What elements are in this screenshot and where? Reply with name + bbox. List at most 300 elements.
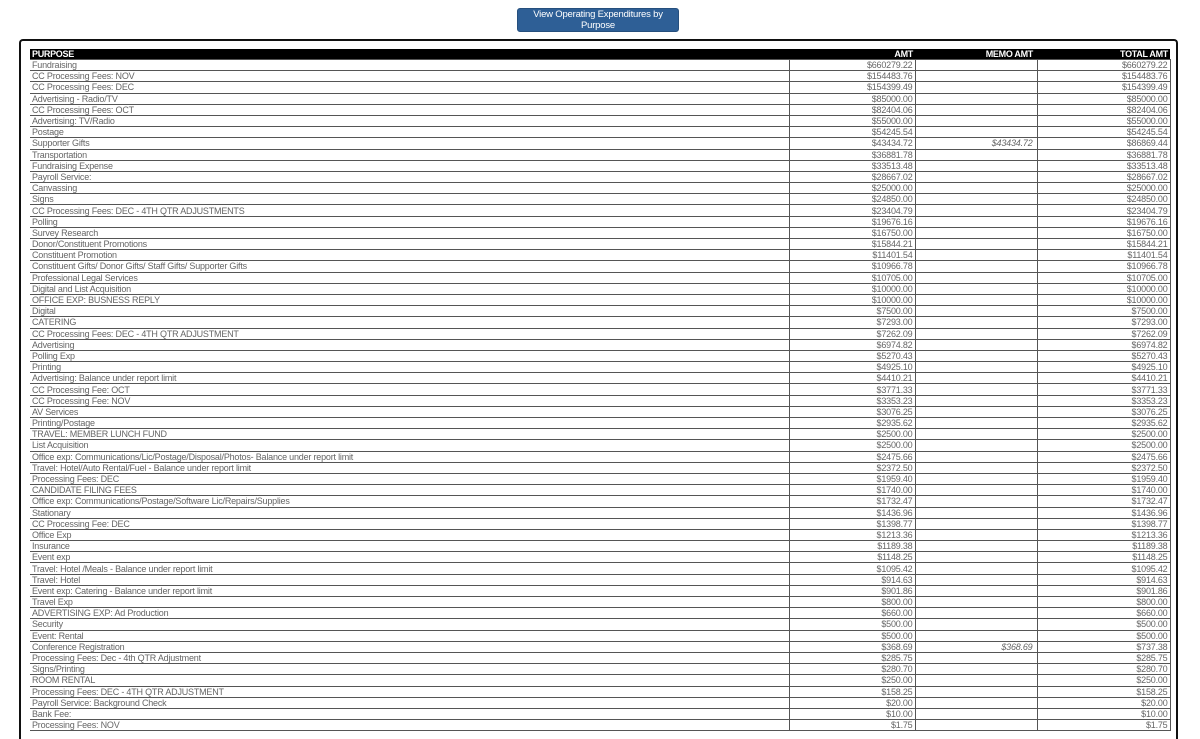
total-amt-cell: $36881.78 (1037, 149, 1170, 160)
purpose-cell: List Acquisition (30, 440, 789, 451)
table-row (30, 619, 1170, 630)
amt-cell: $250.00 (789, 675, 915, 686)
memo-amt-cell (915, 306, 1037, 317)
memo-amt-cell (915, 60, 1037, 71)
table-row (30, 608, 1170, 619)
total-amt-cell: $1.75 (1037, 720, 1170, 731)
memo-amt-cell (915, 82, 1037, 93)
purpose-cell: CC Processing Fee: NOV (30, 395, 789, 406)
amt-cell: $4925.10 (789, 362, 915, 373)
amt-cell: $10705.00 (789, 272, 915, 283)
memo-amt-cell (915, 115, 1037, 126)
table-row (30, 720, 1170, 731)
total-amt-cell: $3771.33 (1037, 384, 1170, 395)
amt-cell: $54245.54 (789, 127, 915, 138)
table-row (30, 485, 1170, 496)
table-row (30, 205, 1170, 216)
table-row (30, 115, 1170, 126)
total-amt-cell: $7293.00 (1037, 317, 1170, 328)
memo-amt-cell (915, 149, 1037, 160)
purpose-cell: Polling (30, 216, 789, 227)
table-row (30, 462, 1170, 473)
memo-amt-cell (915, 283, 1037, 294)
purpose-cell: Canvassing (30, 183, 789, 194)
total-amt-cell: $2475.66 (1037, 451, 1170, 462)
purpose-cell: Payroll Service: Background Check (30, 697, 789, 708)
purpose-cell: CC Processing Fees: DEC - 4TH QTR ADJUSTMENT (30, 328, 789, 339)
table-row (30, 183, 1170, 194)
amt-cell: $660.00 (789, 608, 915, 619)
total-amt-cell: $660.00 (1037, 608, 1170, 619)
memo-amt-cell (915, 597, 1037, 608)
purpose-cell: CATERING (30, 317, 789, 328)
table-row (30, 652, 1170, 663)
memo-amt-cell (915, 664, 1037, 675)
total-amt-cell: $5270.43 (1037, 350, 1170, 361)
amt-cell: $1959.40 (789, 473, 915, 484)
total-amt-cell: $500.00 (1037, 619, 1170, 630)
amt-cell: $20.00 (789, 697, 915, 708)
purpose-cell: Signs (30, 194, 789, 205)
amt-cell: $280.70 (789, 664, 915, 675)
memo-amt-cell (915, 194, 1037, 205)
memo-amt-cell (915, 216, 1037, 227)
total-amt-cell: $10966.78 (1037, 261, 1170, 272)
purpose-cell: Office exp: Communications/Lic/Postage/Disposal/Photos- Balance under report limit (30, 451, 789, 462)
table-row (30, 496, 1170, 507)
amt-cell: $2935.62 (789, 418, 915, 429)
memo-amt-cell (915, 429, 1037, 440)
total-amt-cell: $154483.76 (1037, 71, 1170, 82)
purpose-cell: CANDIDATE FILING FEES (30, 485, 789, 496)
memo-amt-cell: $368.69 (915, 641, 1037, 652)
table-row (30, 339, 1170, 350)
amt-cell: $11401.54 (789, 250, 915, 261)
memo-amt-cell (915, 127, 1037, 138)
amt-cell: $15844.21 (789, 239, 915, 250)
purpose-cell: Donor/Constituent Promotions (30, 239, 789, 250)
purpose-cell: CC Processing Fees: OCT (30, 104, 789, 115)
memo-amt-cell (915, 552, 1037, 563)
memo-amt-cell (915, 104, 1037, 115)
table-row (30, 630, 1170, 641)
table-row (30, 574, 1170, 585)
total-amt-cell: $3353.23 (1037, 395, 1170, 406)
purpose-cell: Fundraising Expense (30, 160, 789, 171)
memo-amt-cell (915, 630, 1037, 641)
total-amt-cell: $7262.09 (1037, 328, 1170, 339)
amt-cell: $285.75 (789, 652, 915, 663)
memo-amt-cell (915, 350, 1037, 361)
amt-cell: $7262.09 (789, 328, 915, 339)
table-row (30, 373, 1170, 384)
purpose-cell: Security (30, 619, 789, 630)
amt-cell: $1436.96 (789, 507, 915, 518)
memo-amt-cell (915, 339, 1037, 350)
memo-amt-cell (915, 272, 1037, 283)
memo-amt-cell (915, 496, 1037, 507)
memo-amt-cell (915, 362, 1037, 373)
total-amt-cell: $2372.50 (1037, 462, 1170, 473)
total-amt-cell: $11401.54 (1037, 250, 1170, 261)
memo-amt-cell (915, 250, 1037, 261)
table-row (30, 93, 1170, 104)
memo-amt-cell (915, 652, 1037, 663)
table-row (30, 708, 1170, 719)
view-operating-expenditures-button[interactable]: View Operating Expenditures by Purpose (517, 8, 679, 32)
total-amt-cell: $6974.82 (1037, 339, 1170, 350)
purpose-cell: Printing (30, 362, 789, 373)
purpose-cell: Office Exp (30, 529, 789, 540)
total-amt-cell: $1095.42 (1037, 563, 1170, 574)
amt-cell: $500.00 (789, 619, 915, 630)
purpose-cell: Advertising: TV/Radio (30, 115, 789, 126)
memo-amt-cell (915, 720, 1037, 731)
purpose-cell: Payroll Service: (30, 171, 789, 182)
total-amt-cell: $20.00 (1037, 697, 1170, 708)
amt-cell: $25000.00 (789, 183, 915, 194)
purpose-cell: Constituent Promotion (30, 250, 789, 261)
total-amt-cell: $10000.00 (1037, 294, 1170, 305)
purpose-cell: Processing Fees: DEC - 4TH QTR ADJUSTMENT (30, 686, 789, 697)
memo-amt-cell (915, 563, 1037, 574)
amt-cell: $901.86 (789, 585, 915, 596)
amt-cell: $2372.50 (789, 462, 915, 473)
table-row (30, 171, 1170, 182)
amt-cell: $28667.02 (789, 171, 915, 182)
table-row (30, 675, 1170, 686)
memo-amt-cell (915, 675, 1037, 686)
table-row (30, 697, 1170, 708)
memo-amt-cell (915, 485, 1037, 496)
purpose-cell: Advertising (30, 339, 789, 350)
table-row (30, 138, 1170, 149)
total-amt-cell: $914.63 (1037, 574, 1170, 585)
table-row (30, 194, 1170, 205)
total-amt-cell: $15844.21 (1037, 239, 1170, 250)
memo-amt-cell (915, 697, 1037, 708)
total-amt-cell: $500.00 (1037, 630, 1170, 641)
total-amt-cell: $7500.00 (1037, 306, 1170, 317)
table-row (30, 384, 1170, 395)
total-amt-cell: $54245.54 (1037, 127, 1170, 138)
memo-amt-cell (915, 418, 1037, 429)
memo-amt-cell (915, 518, 1037, 529)
table-row (30, 429, 1170, 440)
purpose-cell: Event exp: Catering - Balance under report limit (30, 585, 789, 596)
purpose-cell: Digital (30, 306, 789, 317)
purpose-cell: Printing/Postage (30, 418, 789, 429)
amt-cell: $7500.00 (789, 306, 915, 317)
column-header-amt: AMT (789, 49, 915, 60)
table-row (30, 518, 1170, 529)
amt-cell: $10000.00 (789, 283, 915, 294)
memo-amt-cell (915, 686, 1037, 697)
table-row (30, 507, 1170, 518)
memo-amt-cell (915, 608, 1037, 619)
total-amt-cell: $10000.00 (1037, 283, 1170, 294)
table-row (30, 283, 1170, 294)
memo-amt-cell (915, 227, 1037, 238)
total-amt-cell: $1189.38 (1037, 541, 1170, 552)
purpose-cell: Transportation (30, 149, 789, 160)
memo-amt-cell (915, 507, 1037, 518)
memo-amt-cell (915, 71, 1037, 82)
table-row (30, 451, 1170, 462)
table-row (30, 216, 1170, 227)
purpose-cell: Signs/Printing (30, 664, 789, 675)
total-amt-cell: $901.86 (1037, 585, 1170, 596)
amt-cell: $85000.00 (789, 93, 915, 104)
memo-amt-cell (915, 619, 1037, 630)
amt-cell: $3771.33 (789, 384, 915, 395)
column-header-total-amt: TOTAL AMT (1037, 49, 1170, 60)
purpose-cell: OFFICE EXP: BUSNESS REPLY (30, 294, 789, 305)
purpose-cell: Office exp: Communications/Postage/Software Lic/Repairs/Supplies (30, 496, 789, 507)
table-row (30, 317, 1170, 328)
total-amt-cell: $1148.25 (1037, 552, 1170, 563)
amt-cell: $154399.49 (789, 82, 915, 93)
memo-amt-cell (915, 160, 1037, 171)
amt-cell: $16750.00 (789, 227, 915, 238)
column-header-purpose: PURPOSE (30, 49, 789, 60)
table-row (30, 552, 1170, 563)
table-row (30, 440, 1170, 451)
purpose-cell: Survey Research (30, 227, 789, 238)
amt-cell: $2500.00 (789, 429, 915, 440)
purpose-cell: Stationary (30, 507, 789, 518)
purpose-cell: ADVERTISING EXP: Ad Production (30, 608, 789, 619)
table-row (30, 473, 1170, 484)
amt-cell: $3076.25 (789, 406, 915, 417)
amt-cell: $33513.48 (789, 160, 915, 171)
purpose-cell: Travel: Hotel/Auto Rental/Fuel - Balance under report limit (30, 462, 789, 473)
memo-amt-cell (915, 205, 1037, 216)
purpose-cell: Polling Exp (30, 350, 789, 361)
amt-cell: $10000.00 (789, 294, 915, 305)
table-row (30, 272, 1170, 283)
table-header-row (30, 49, 1170, 60)
table-row (30, 294, 1170, 305)
total-amt-cell: $85000.00 (1037, 93, 1170, 104)
table-row (30, 149, 1170, 160)
total-amt-cell: $28667.02 (1037, 171, 1170, 182)
purpose-cell: Processing Fees: DEC (30, 473, 789, 484)
total-amt-cell: $154399.49 (1037, 82, 1170, 93)
purpose-cell: Travel: Hotel /Meals - Balance under report limit (30, 563, 789, 574)
purpose-cell: Travel: Hotel (30, 574, 789, 585)
total-amt-cell: $24850.00 (1037, 194, 1170, 205)
amt-cell: $1213.36 (789, 529, 915, 540)
table-row (30, 350, 1170, 361)
purpose-cell: Fundraising (30, 60, 789, 71)
purpose-cell: Postage (30, 127, 789, 138)
memo-amt-cell (915, 171, 1037, 182)
memo-amt-cell (915, 473, 1037, 484)
amt-cell: $2475.66 (789, 451, 915, 462)
amt-cell: $5270.43 (789, 350, 915, 361)
purpose-cell: Travel Exp (30, 597, 789, 608)
memo-amt-cell (915, 384, 1037, 395)
table-row (30, 227, 1170, 238)
memo-amt-cell (915, 239, 1037, 250)
purpose-cell: Processing Fees: NOV (30, 720, 789, 731)
total-amt-cell: $1732.47 (1037, 496, 1170, 507)
total-amt-cell: $737.38 (1037, 641, 1170, 652)
table-row (30, 127, 1170, 138)
table-row (30, 686, 1170, 697)
total-amt-cell: $86869.44 (1037, 138, 1170, 149)
amt-cell: $368.69 (789, 641, 915, 652)
purpose-cell: Advertising - Radio/TV (30, 93, 789, 104)
amt-cell: $800.00 (789, 597, 915, 608)
total-amt-cell: $2500.00 (1037, 440, 1170, 451)
table-row (30, 362, 1170, 373)
purpose-cell: AV Services (30, 406, 789, 417)
amt-cell: $36881.78 (789, 149, 915, 160)
table-row (30, 541, 1170, 552)
amt-cell: $1189.38 (789, 541, 915, 552)
total-amt-cell: $285.75 (1037, 652, 1170, 663)
purpose-cell: Digital and List Acquisition (30, 283, 789, 294)
purpose-cell: Advertising: Balance under report limit (30, 373, 789, 384)
amt-cell: $23404.79 (789, 205, 915, 216)
purpose-cell: CC Processing Fees: DEC (30, 82, 789, 93)
total-amt-cell: $280.70 (1037, 664, 1170, 675)
amt-cell: $1732.47 (789, 496, 915, 507)
total-amt-cell: $1740.00 (1037, 485, 1170, 496)
total-amt-cell: $82404.06 (1037, 104, 1170, 115)
total-amt-cell: $16750.00 (1037, 227, 1170, 238)
amt-cell: $660279.22 (789, 60, 915, 71)
purpose-cell: CC Processing Fee: DEC (30, 518, 789, 529)
memo-amt-cell (915, 541, 1037, 552)
memo-amt-cell (915, 261, 1037, 272)
table-row (30, 418, 1170, 429)
memo-amt-cell (915, 574, 1037, 585)
table-row (30, 641, 1170, 652)
table-row (30, 239, 1170, 250)
total-amt-cell: $23404.79 (1037, 205, 1170, 216)
amt-cell: $158.25 (789, 686, 915, 697)
purpose-cell: Processing Fees: Dec - 4th QTR Adjustment (30, 652, 789, 663)
total-amt-cell: $1436.96 (1037, 507, 1170, 518)
amt-cell: $914.63 (789, 574, 915, 585)
purpose-cell: Conference Registration (30, 641, 789, 652)
memo-amt-cell (915, 183, 1037, 194)
purpose-cell: TRAVEL: MEMBER LUNCH FUND (30, 429, 789, 440)
table-row (30, 563, 1170, 574)
total-amt-cell: $25000.00 (1037, 183, 1170, 194)
memo-amt-cell (915, 585, 1037, 596)
amt-cell: $55000.00 (789, 115, 915, 126)
table-row (30, 597, 1170, 608)
amt-cell: $24850.00 (789, 194, 915, 205)
purpose-cell: CC Processing Fees: DEC - 4TH QTR ADJUSTMENTS (30, 205, 789, 216)
purpose-cell: Supporter Gifts (30, 138, 789, 149)
table-row (30, 71, 1170, 82)
memo-amt-cell (915, 440, 1037, 451)
purpose-cell: CC Processing Fee: OCT (30, 384, 789, 395)
purpose-cell: Constituent Gifts/ Donor Gifts/ Staff Gifts/ Supporter Gifts (30, 261, 789, 272)
memo-amt-cell (915, 317, 1037, 328)
table-row (30, 395, 1170, 406)
amt-cell: $19676.16 (789, 216, 915, 227)
total-amt-cell: $10.00 (1037, 708, 1170, 719)
total-amt-cell: $660279.22 (1037, 60, 1170, 71)
memo-amt-cell (915, 529, 1037, 540)
memo-amt-cell (915, 294, 1037, 305)
amt-cell: $10966.78 (789, 261, 915, 272)
amt-cell: $1148.25 (789, 552, 915, 563)
table-row (30, 160, 1170, 171)
total-amt-cell: $250.00 (1037, 675, 1170, 686)
expenditures-table (30, 49, 1171, 731)
memo-amt-cell (915, 93, 1037, 104)
table-row (30, 529, 1170, 540)
total-amt-cell: $1213.36 (1037, 529, 1170, 540)
table-row (30, 82, 1170, 93)
total-amt-cell: $2500.00 (1037, 429, 1170, 440)
total-amt-cell: $33513.48 (1037, 160, 1170, 171)
total-amt-cell: $19676.16 (1037, 216, 1170, 227)
amt-cell: $2500.00 (789, 440, 915, 451)
table-row (30, 104, 1170, 115)
table-row (30, 664, 1170, 675)
memo-amt-cell (915, 451, 1037, 462)
total-amt-cell: $1959.40 (1037, 473, 1170, 484)
purpose-cell: Event exp (30, 552, 789, 563)
purpose-cell: Bank Fee: (30, 708, 789, 719)
total-amt-cell: $55000.00 (1037, 115, 1170, 126)
amt-cell: $7293.00 (789, 317, 915, 328)
memo-amt-cell (915, 708, 1037, 719)
total-amt-cell: $2935.62 (1037, 418, 1170, 429)
amt-cell: $1.75 (789, 720, 915, 731)
amt-cell: $6974.82 (789, 339, 915, 350)
purpose-cell: Event: Rental (30, 630, 789, 641)
memo-amt-cell (915, 406, 1037, 417)
total-amt-cell: $800.00 (1037, 597, 1170, 608)
total-amt-cell: $3076.25 (1037, 406, 1170, 417)
memo-amt-cell (915, 373, 1037, 384)
table-row (30, 406, 1170, 417)
total-amt-cell: $158.25 (1037, 686, 1170, 697)
column-header-memo-amt: MEMO AMT (915, 49, 1037, 60)
table-row (30, 60, 1170, 71)
amt-cell: $82404.06 (789, 104, 915, 115)
expenditures-panel (19, 39, 1178, 739)
amt-cell: $1740.00 (789, 485, 915, 496)
memo-amt-cell (915, 462, 1037, 473)
table-row (30, 585, 1170, 596)
memo-amt-cell (915, 328, 1037, 339)
purpose-cell: Insurance (30, 541, 789, 552)
total-amt-cell: $1398.77 (1037, 518, 1170, 529)
total-amt-cell: $4925.10 (1037, 362, 1170, 373)
memo-amt-cell: $43434.72 (915, 138, 1037, 149)
amt-cell: $1095.42 (789, 563, 915, 574)
amt-cell: $500.00 (789, 630, 915, 641)
purpose-cell: CC Processing Fees: NOV (30, 71, 789, 82)
table-row (30, 306, 1170, 317)
purpose-cell: ROOM RENTAL (30, 675, 789, 686)
amt-cell: $10.00 (789, 708, 915, 719)
amt-cell: $4410.21 (789, 373, 915, 384)
table-row (30, 328, 1170, 339)
total-amt-cell: $4410.21 (1037, 373, 1170, 384)
amt-cell: $1398.77 (789, 518, 915, 529)
